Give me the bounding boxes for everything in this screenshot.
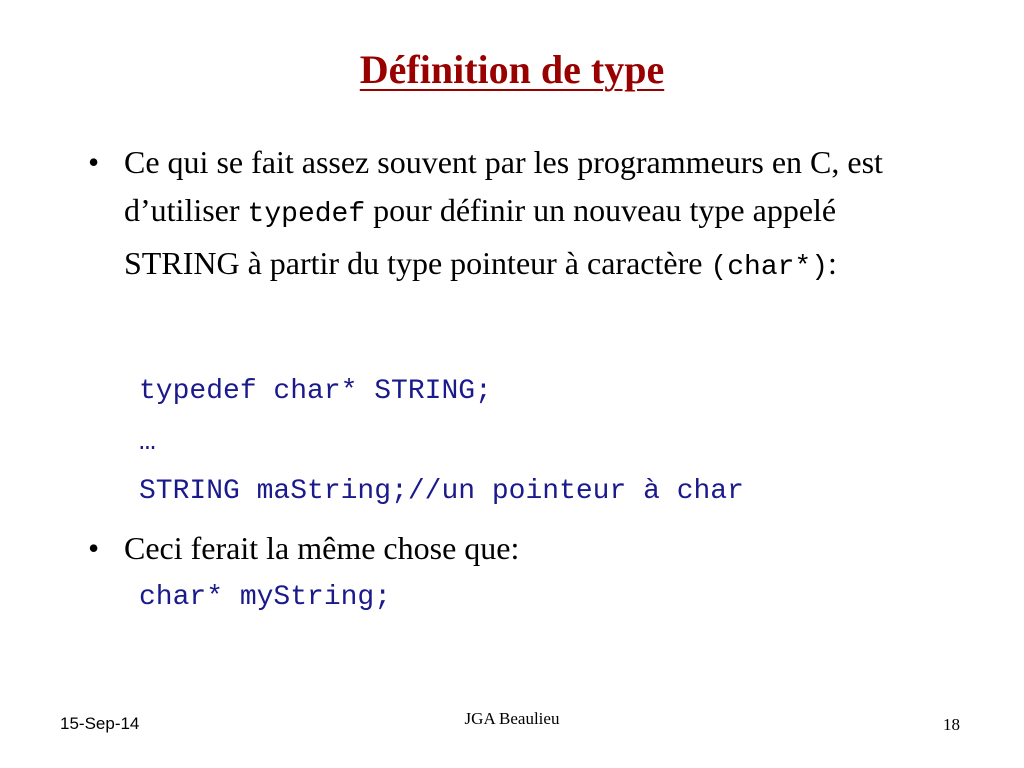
bullet-1-text-c: :: [828, 245, 837, 281]
bullet-text-2: Ceci ferait la même chose que:: [124, 530, 520, 566]
code-line-ellipsis: …: [139, 427, 156, 458]
slide-title: Définition de type: [359, 47, 665, 92]
bullet-marker-2: •: [88, 530, 100, 566]
bullet-marker-1: •: [88, 144, 100, 180]
page-number: 18: [943, 715, 960, 734]
code-line-mystring: char* myString;: [139, 582, 392, 613]
footer-date: 15-Sep-14: [60, 714, 140, 733]
code-line-typedef: typedef char* STRING;: [139, 376, 492, 407]
footer-author: JGA Beaulieu: [464, 709, 560, 728]
bullet-1-inline-code-char-ptr: (char*): [710, 252, 829, 283]
bullet-text-1: [124, 138, 944, 292]
code-line-declaration: STRING maString;//un pointeur à char: [139, 476, 744, 507]
bullet-1-text-a: Ce qui se fait assez souvent par les programmeurs en C, est d’utiliser: [124, 144, 883, 228]
bullet-1-text-b: pour définir un nouveau type appelé STRING à partir du type pointeur à caractère: [124, 192, 837, 281]
bullet-1-inline-code-typedef: typedef: [247, 199, 366, 230]
